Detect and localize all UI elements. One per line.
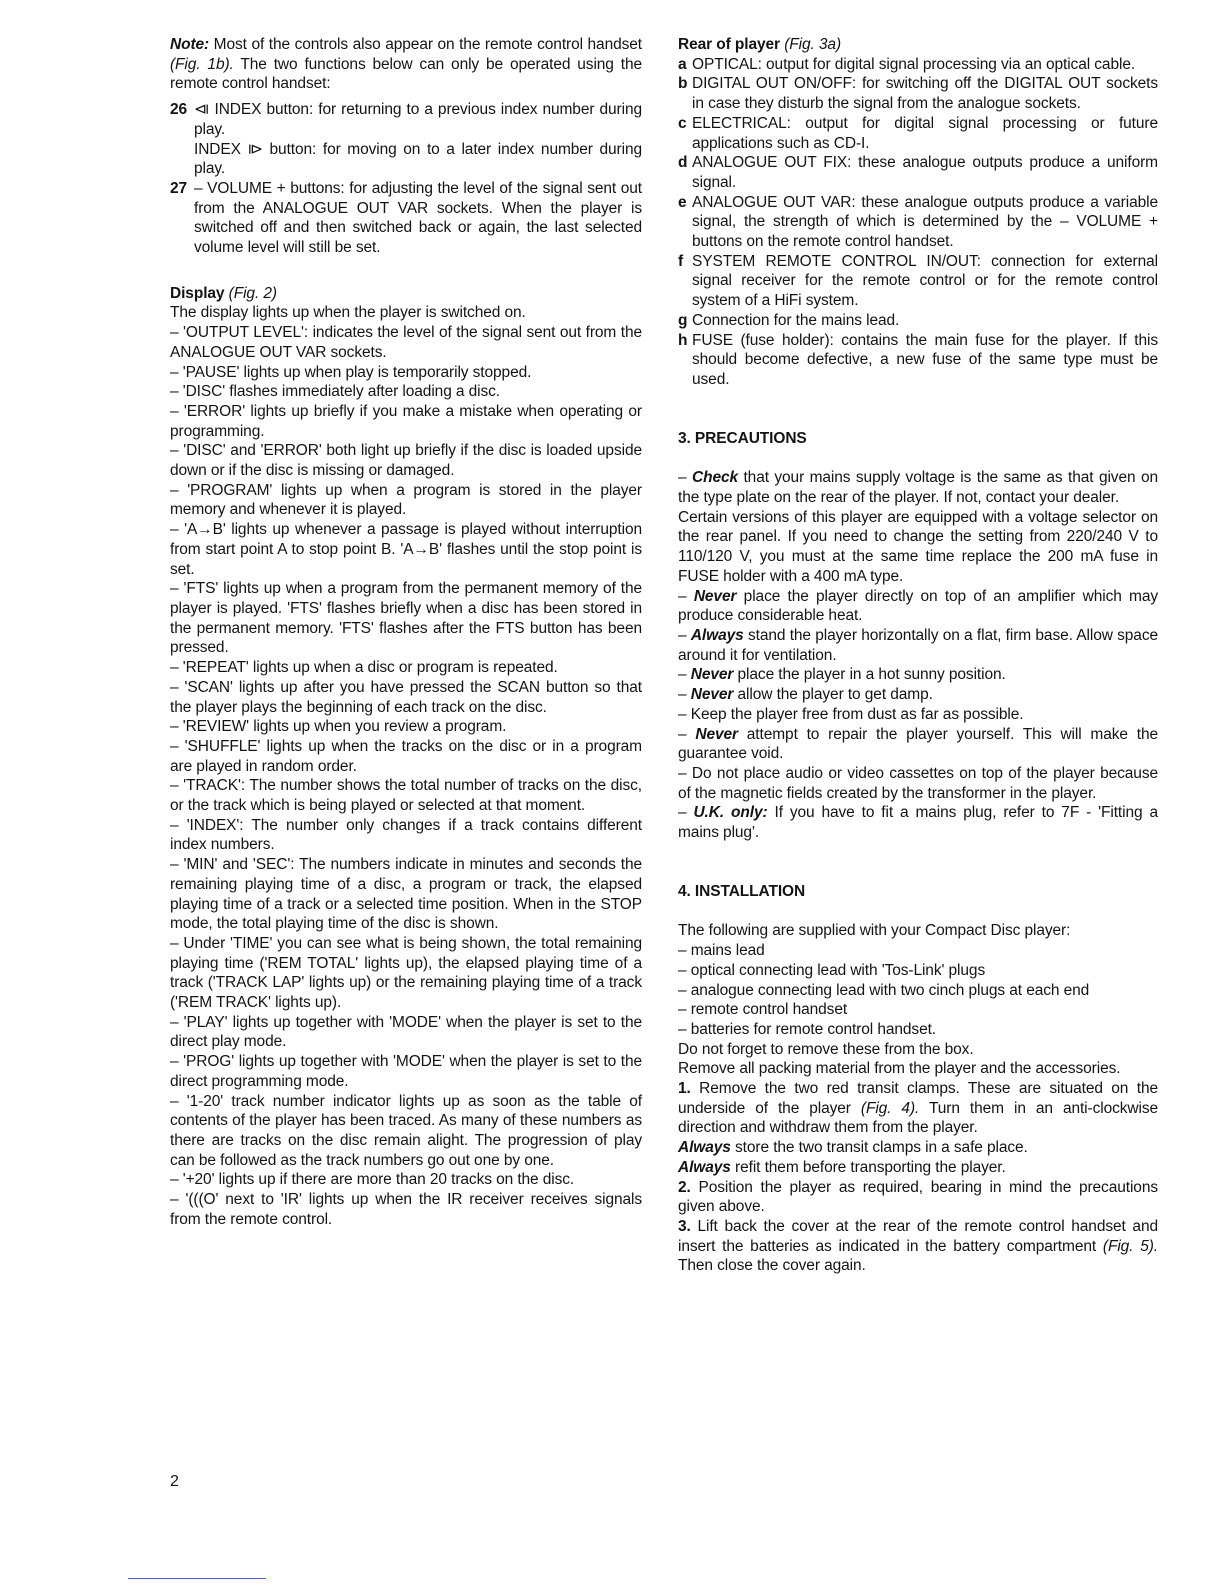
display-line: – '+20' lights up if there are more than 20 tracks on the disc.: [170, 1171, 575, 1189]
rear-heading-title: Rear of player: [678, 36, 780, 53]
step-1-always-2: [678, 1158, 1158, 1178]
step-1-always-2-text: refit them before transporting the player.: [730, 1158, 1006, 1176]
precautions-heading: 3. PRECAUTIONS: [678, 429, 807, 447]
display-line: – 'PROGRAM' lights up when a program is stored in the player memory and whenever it is played.: [170, 481, 642, 519]
rear-item-text: DIGITAL OUT ON/OFF: for switching off the DIGITAL OUT sockets in case they disturb the signal from the analogue sockets.: [692, 75, 1158, 113]
display-line: – 'DISC' and 'ERROR' both light up briefly if the disc is loaded upside down or if the disc is missing or damaged.: [170, 442, 642, 480]
step-1-text-a: Remove the two red transit clamps. These are situated on the underside of the player: [678, 1080, 1158, 1117]
rear-item-text: ANALOGUE OUT FIX: these analogue outputs produce a uniform signal.: [692, 154, 1158, 191]
installation-heading: 4. INSTALLATION: [678, 882, 806, 900]
step-2-number: 2.: [678, 1178, 691, 1196]
step-2: [678, 1178, 1158, 1217]
never-keyword: Never: [690, 686, 734, 704]
display-line: – 'A→B' lights up whenever a passage is played without interruption from start point A to stop point B. 'A→B' flashes until the stop point is set.: [170, 521, 642, 578]
display-fig-ref: (Fig. 2): [224, 284, 277, 302]
display-line: – '1-20' track number indicator lights up as soon as the table of contents of the player has been traced. As many of these numbers as there are tracks on the disc remain alight. The progression of play can be followed as the track numbers go out one by one.: [170, 1092, 642, 1169]
rear-item: [678, 153, 1158, 192]
footer-rule: [128, 1578, 266, 1579]
display-heading: [170, 284, 642, 304]
rear-fig-ref: (Fig. 3a): [779, 36, 841, 53]
step-1: [678, 1079, 1158, 1138]
prec-check: [678, 468, 1158, 507]
step-1-text-b: Turn them in an anti-clockwise direction and withdraw them from the player.: [678, 1099, 1159, 1137]
rear-item-text: ELECTRICAL: output for digital signal processing or future applications such as CD-I.: [692, 114, 1158, 152]
step-3-fig-ref: (Fig. 5).: [1102, 1237, 1158, 1255]
always-keyword: Always: [690, 626, 744, 644]
display-list: [170, 303, 642, 1229]
inst-forget: Do not forget to remove these from the box.: [678, 1040, 974, 1058]
step-3-text-a: Lift back the cover at the rear of the remote control handset and insert the batteries as indicated in the battery compartment: [678, 1217, 1158, 1255]
note-text-2: The two functions below can only be operated using the remote control handset:: [170, 55, 643, 93]
rear-item-letter: c: [678, 114, 687, 132]
display-line: – 'SCAN' lights up after you have pressed the SCAN button so that the player plays the beginning of each track on the disc.: [170, 678, 642, 716]
rear-item-text: Connection for the mains lead.: [692, 311, 900, 329]
rear-item-letter: e: [678, 193, 687, 211]
rear-item-letter: b: [678, 75, 688, 93]
display-line: The display lights up when the player is switched on.: [170, 304, 526, 322]
dash: –: [678, 587, 694, 605]
rear-item: [678, 331, 1158, 390]
supplied-item: – analogue connecting lead with two cinch plugs at each end: [678, 981, 1090, 999]
display-line: – 'REPEAT' lights up when a disc or program is repeated.: [170, 659, 558, 677]
display-line: – 'OUTPUT LEVEL': indicates the level of the signal sent out from the ANALOGUE OUT VAR sockets.: [170, 324, 642, 361]
display-line: – 'ERROR' lights up briefly if you make a mistake when operating or programming.: [170, 402, 642, 440]
dash: –: [678, 804, 694, 822]
item-27: [170, 179, 642, 258]
prec-uk: [678, 803, 1158, 842]
inst-intro: The following are supplied with your Compact Disc player:: [678, 922, 1071, 940]
never-keyword: Never: [695, 725, 738, 743]
rear-item-letter: h: [678, 331, 688, 349]
rear-item: [678, 252, 1158, 311]
dash: –: [678, 725, 696, 743]
prec-always: [678, 626, 1158, 665]
item-27-text: – VOLUME + buttons: for adjusting the level of the signal sent out from the ANALOGUE OUT VAR sockets. When the player is switched off and then switched back or again, the last selected volume level will still be set.: [194, 179, 642, 257]
prec-never-2-text: place the player in a hot sunny position.: [733, 666, 1006, 684]
prec-never-3-text: allow the player to get damp.: [733, 686, 933, 704]
right-column: [678, 35, 1158, 1276]
display-line: – 'PAUSE' lights up when play is temporarily stopped.: [170, 363, 532, 381]
display-line: – 'INDEX': The number only changes if a track contains different index numbers.: [170, 816, 642, 854]
step-1-always-1-text: store the two transit clamps in a safe place.: [730, 1139, 1028, 1157]
step-1-always-1: [678, 1138, 1158, 1158]
prec-uk-text: If you have to fit a mains plug, refer to 7F - 'Fitting a mains plug'.: [678, 804, 1158, 842]
dash: –: [678, 686, 691, 704]
display-line: – 'DISC' flashes immediately after loading a disc.: [170, 383, 501, 401]
note-text-1: Most of the controls also appear on the remote control handset: [209, 36, 642, 53]
rear-item-text: SYSTEM REMOTE CONTROL IN/OUT: connection for external signal receiver for the remote control or for the remote control system of a HiFi system.: [692, 252, 1158, 310]
supplied-item: – optical connecting lead with 'Tos-Link' plugs: [678, 961, 986, 979]
rear-list: [678, 55, 1158, 390]
rear-item: [678, 311, 1158, 331]
display-line: – '(((O' next to 'IR' lights up when the IR receiver receives signals from the remote control.: [170, 1191, 642, 1228]
rear-item-text: FUSE (fuse holder): contains the main fuse for the player. If this should become defective, a new fuse of the same type must be used.: [692, 331, 1158, 388]
supplied-item: – mains lead: [678, 942, 765, 960]
item-27-number: 27: [170, 179, 188, 197]
display-line: – 'MIN' and 'SEC': The numbers indicate in minutes and seconds the remaining playing time of a disc, a program or track, the elapsed playing time of a track or a selected time position. When in the STOP mode, the total playing time of the disc is shown.: [170, 856, 642, 933]
rear-item-letter: g: [678, 311, 688, 329]
rear-item: [678, 55, 1158, 75]
display-heading-title: Display: [170, 284, 225, 302]
step-3-text-b: Then close the cover again.: [678, 1257, 866, 1275]
inst-remove: Remove all packing material from the player and the accessories.: [678, 1060, 1121, 1078]
prec-never-1: [678, 587, 1158, 626]
rear-item-text: ANALOGUE OUT VAR: these analogue outputs produce a variable signal, the strength of which is determined by the – VOLUME + buttons on the remote control handset.: [692, 193, 1158, 251]
prec-never-1-text: place the player directly on top of an amplifier which may produce considerable heat.: [678, 587, 1159, 625]
prec-check-text: that your mains supply voltage is the same as that given on the type plate on the rear of the player. If not, contact your dealer.: [678, 469, 1158, 507]
rear-item: [678, 114, 1158, 153]
supplied-item: – batteries for remote control handset.: [678, 1020, 937, 1038]
step-3: [678, 1217, 1158, 1276]
step-2-text: Position the player as required, bearing in mind the precautions given above.: [678, 1178, 1158, 1216]
display-line: – 'TRACK': The number shows the total number of tracks on the disc, or the track which is being played or selected at that moment.: [170, 777, 642, 815]
prec-never-4-text: attempt to repair the player yourself. This will make the guarantee void.: [678, 725, 1158, 763]
step-1-fig-ref: (Fig. 4).: [860, 1099, 920, 1117]
item-26: [170, 100, 642, 179]
rear-heading: [678, 35, 1158, 55]
supplied-item: – remote control handset: [678, 1001, 848, 1019]
display-line: – Under 'TIME' you can see what is being shown, the total remaining playing time ('REM TOTAL' lights up), the elapsed playing time of a track ('TRACK LAP' lights up) or the remaining playing time of a track ('REM TRACK' lights up).: [170, 934, 642, 1012]
note-fig-ref: (Fig. 1b).: [170, 55, 234, 73]
dash: –: [678, 666, 691, 684]
rear-item-letter: f: [678, 252, 684, 270]
prec-always-text: stand the player horizontally on a flat, firm base. Allow space around it for ventilation.: [678, 626, 1159, 664]
display-line: – 'PROG' lights up together with 'MODE' when the player is set to the direct programming mode.: [170, 1053, 642, 1090]
always-keyword: Always: [678, 1158, 731, 1176]
never-keyword: Never: [693, 587, 737, 605]
left-column: [170, 35, 642, 1229]
note-label: Note:: [170, 36, 210, 53]
uk-keyword: U.K. only:: [693, 804, 768, 822]
prec-keep: – Keep the player free from dust as far as possible.: [678, 705, 1024, 723]
page-number: 2: [170, 1473, 179, 1490]
rear-item-letter: d: [678, 154, 688, 172]
rear-item: [678, 193, 1158, 252]
item-26-number: 26: [170, 101, 188, 119]
rear-item-text: OPTICAL: output for digital signal processing via an optical cable.: [692, 55, 1136, 73]
dash: –: [678, 469, 692, 487]
prec-never-2: [678, 665, 1158, 685]
step-3-number: 3.: [678, 1217, 691, 1235]
note-paragraph: [170, 35, 642, 94]
dash: –: [678, 626, 691, 644]
never-keyword: Never: [690, 666, 734, 684]
supplied-list: [678, 941, 1158, 1040]
display-line: – 'PLAY' lights up together with 'MODE' when the player is set to the direct play mode.: [170, 1013, 642, 1051]
step-1-number: 1.: [678, 1080, 691, 1098]
display-line: – 'FTS' lights up when a program from the permanent memory of the player is played. 'FTS' flashes briefly when a disc has been stored in the permanent memory. 'FTS' flashes after the FTS button has been pressed.: [170, 580, 642, 657]
prec-versions: Certain versions of this player are equipped with a voltage selector on the rear panel. If you need to change the setting from 220/240 V to 110/120 V, you must at the same time replace the 200 mA fuse in FUSE holder with a 400 mA type.: [678, 508, 1158, 585]
always-keyword: Always: [678, 1139, 731, 1157]
display-line: – 'REVIEW' lights up when you review a program.: [170, 718, 507, 736]
prec-audio: – Do not place audio or video cassettes on top of the player because of the magnetic fields created by the transformer in the player.: [678, 764, 1158, 802]
prec-never-3: [678, 685, 1158, 705]
rear-item: [678, 74, 1158, 113]
prec-never-4: [678, 725, 1158, 764]
item-26-index-prev: ⧏ INDEX button: for returning to a previous index number during play.: [194, 101, 642, 138]
item-26-index-next: INDEX ⧐ button: for moving on to a later index number during play.: [194, 140, 642, 178]
rear-item-letter: a: [678, 55, 687, 73]
display-line: – 'SHUFFLE' lights up when the tracks on the disc or in a program are played in random order.: [170, 737, 642, 775]
check-keyword: Check: [691, 469, 739, 487]
